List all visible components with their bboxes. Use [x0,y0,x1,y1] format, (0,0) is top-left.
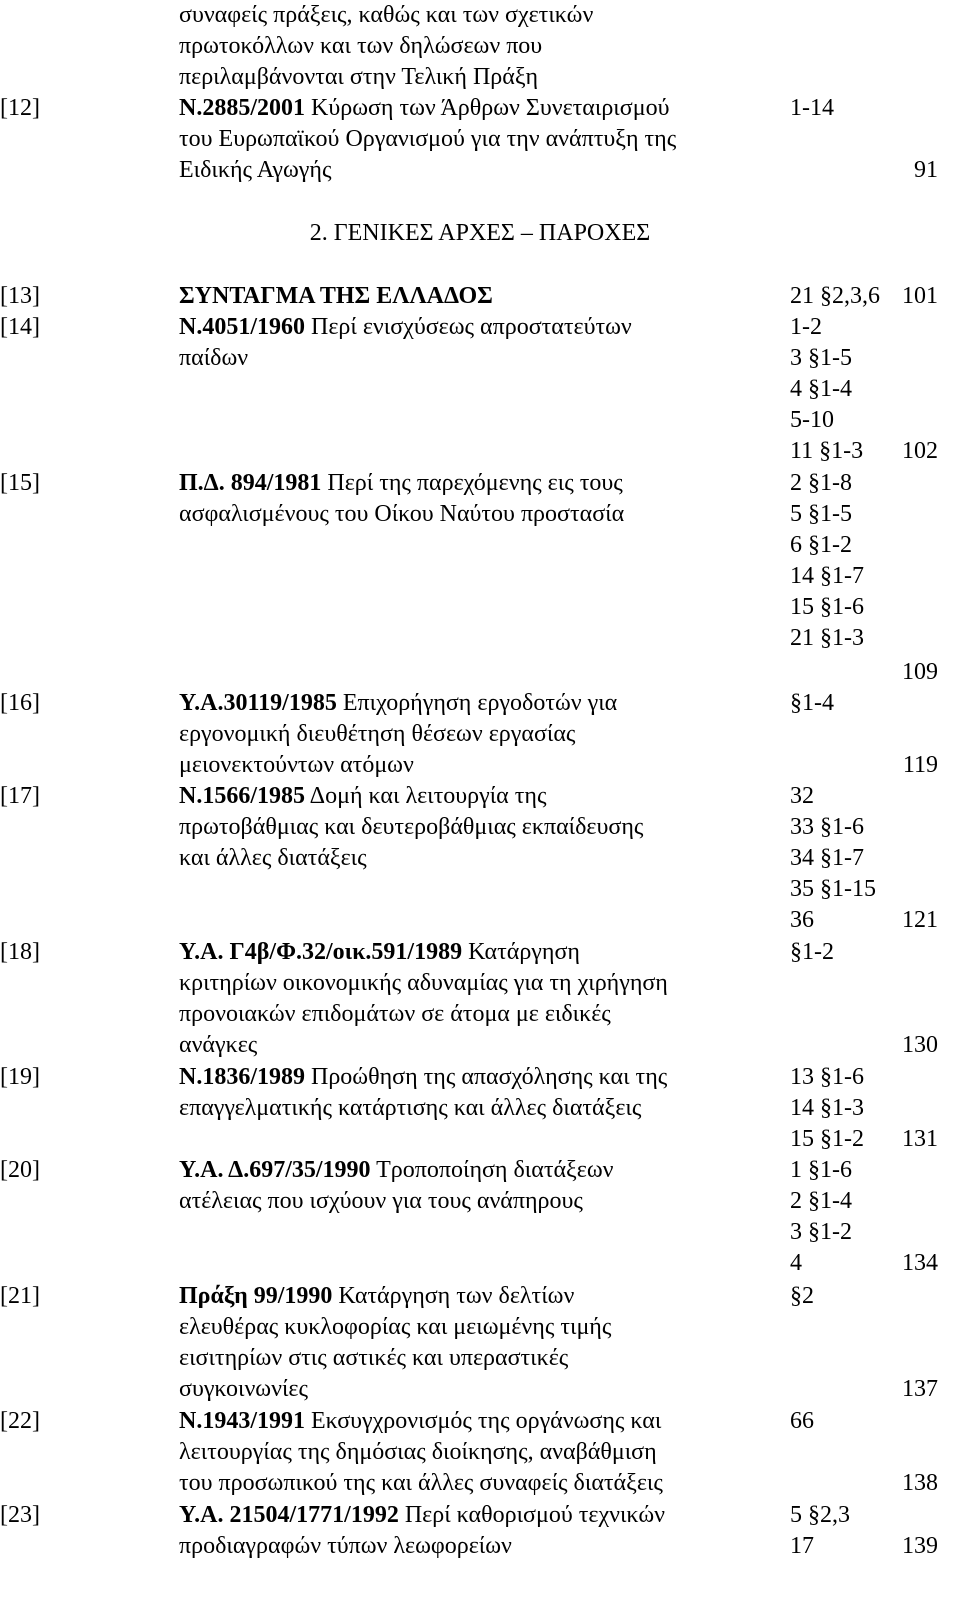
entry-title-line [179,468,623,498]
entry-number: [17] [0,783,40,809]
entry-title-line: κριτηρίων οικονομικής αδυναμίας για τη χιρήγηση [179,970,668,996]
entry-title-line: πρωτοβάθμιας και δευτεροβάθμιας εκπαίδευσης [179,814,644,840]
entry-article: 36 [790,907,814,933]
entry-title: Περί ενισχύσεως απροστατεύτων [305,314,632,340]
entry-title: Δομή και λειτουργία της [305,783,547,809]
entry-title: Κατάργηση [462,939,580,965]
entry-number: [23] [0,1502,40,1528]
entry-title-line [179,1500,665,1530]
entry-title-line: του Ευρωπαϊκού Οργανισμού για την ανάπτυξη της [179,126,677,152]
entry-page-number: 130 [902,1032,938,1058]
entry-title-line: συγκοινωνίες [179,1376,308,1402]
entry-reference: Ν.4051/1960 [179,314,305,340]
entry-title-line: ατέλειας που ισχύουν για τους ανάπηρους [179,1188,583,1214]
entry-title-line: προνοιακών επιδομάτων σε άτομα με ειδικές [179,1001,611,1027]
entry-article: 6 §1-2 [790,532,852,558]
entry-article: 14 §1-7 [790,563,864,589]
entry-page-number: 102 [902,438,938,464]
entry-continued-line-3: περιλαμβάνονται στην Τελική Πράξη [179,64,539,90]
entry-title-line [179,312,632,342]
entry-reference: Υ.Α. Γ4β/Φ.32/οικ.591/1989 [179,939,463,965]
entry-page-number: 137 [902,1376,938,1402]
entry-title-line: παίδων [179,345,249,371]
entry-article: 21 §2,3,6 [790,283,880,309]
entry-page-number: 134 [902,1250,938,1276]
entry-number: [18] [0,939,40,965]
entry-title: Κατάργηση των δελτίων [332,1283,575,1309]
entry-title-line [179,1281,574,1311]
entry-article: 15 §1-2 [790,1126,864,1152]
entry-title: Περί της παρεχόμενης εις τους [321,470,623,496]
entry-article: 66 [790,1408,814,1434]
entry-title-line [179,1406,661,1436]
entry-article: 17 [790,1533,814,1559]
entry-article: 4 [790,1250,802,1276]
section-heading: 2. ΓΕΝΙΚΕΣ ΑΡΧΕΣ – ΠΑΡΟΧΕΣ [309,220,651,246]
entry-article: 2 §1-4 [790,1188,852,1214]
entry-article: 21 §1-3 [790,625,864,651]
entry-page-number: 109 [902,659,938,685]
entry-article: §2 [790,1283,814,1309]
entry-article: §1-2 [790,939,834,965]
entry-title-line [179,781,546,811]
entry-reference: Υ.Α. Δ.697/35/1990 [179,1157,371,1183]
entry-number: [21] [0,1283,40,1309]
entry-article: 5 §1-5 [790,501,852,527]
entry-article: 13 §1-6 [790,1064,864,1090]
entry-title: Επιχορήγηση εργοδοτών για [336,690,618,716]
entry-page-number: 91 [914,157,938,183]
entry-title-line: επαγγελματικής κατάρτισης και άλλες διατάξεις [179,1095,642,1121]
entry-title-line: ανάγκες [179,1032,258,1058]
entry-continued-line-1: συναφείς πράξεις, καθώς και των σχετικών [179,2,594,28]
entry-page-number: 138 [902,1470,938,1496]
entry-title-line: προδιαγραφών τύπων λεωφορείων [179,1533,512,1559]
entry-article: 32 [790,783,814,809]
entry-reference: Ν.1943/1991 [179,1408,305,1434]
entry-reference: Πράξη 99/1990 [179,1283,333,1309]
entry-title-line [179,93,669,123]
entry-title-line [179,1155,613,1185]
entry-title-line: λειτουργίας της δημόσιας διοίκησης, αναβάθμιση [179,1439,657,1465]
entry-article: §1-4 [790,690,834,716]
entry-reference: Ν.1566/1985 [179,783,305,809]
entry-title-line: μειονεκτούντων ατόμων [179,752,414,778]
entry-article: 2 §1-8 [790,470,852,496]
entry-article: 4 §1-4 [790,376,852,402]
entry-article: 3 §1-2 [790,1219,852,1245]
entry-page-number: 121 [902,907,938,933]
entry-title: Εκσυγχρονισμός της οργάνωσης και [305,1408,662,1434]
entry-number: [20] [0,1157,40,1183]
entry-title-line: εισιτηρίων στις αστικές και υπεραστικές [179,1345,569,1371]
entry-page-number: 119 [902,752,938,778]
entry-page-number: 139 [902,1533,938,1559]
entry-title-line: του προσωπικού της και άλλες συναφείς διατάξεις [179,1470,663,1496]
entry-title: Τροποποίηση διατάξεων [370,1157,614,1183]
entry-reference: Υ.Α. 21504/1771/1992 [179,1502,399,1528]
entry-number: [22] [0,1408,40,1434]
entry-title-line: ελευθέρας κυκλοφορίας και μειωμένης τιμής [179,1314,612,1340]
entry-article: 1-14 [790,95,834,121]
entry-reference: Ν.2885/2001 [179,95,305,121]
entry-article: 34 §1-7 [790,845,864,871]
entry-number: [15] [0,470,40,496]
entry-reference: Υ.Α.30119/1985 [179,690,337,716]
entry-number: [14] [0,314,40,340]
entry-title-line [179,281,493,311]
entry-number: [12] [0,95,40,121]
entry-title-line: εργονομική διευθέτηση θέσεων εργασίας [179,721,576,747]
entry-page-number: 131 [902,1126,938,1152]
entry-title-line [179,688,617,718]
entry-title-line: ασφαλισμένους του Οίκου Ναύτου προστασία [179,501,625,527]
entry-title-line: και άλλες διατάξεις [179,845,367,871]
entry-continued-line-2: πρωτοκόλλων και των δηλώσεων που [179,33,543,59]
entry-number: [13] [0,283,40,309]
entry-number: [16] [0,690,40,716]
entry-article: 5-10 [790,407,834,433]
entry-article: 5 §2,3 [790,1502,850,1528]
entry-article: 33 §1-6 [790,814,864,840]
entry-number: [19] [0,1064,40,1090]
entry-article: 14 §1-3 [790,1095,864,1121]
entry-article: 3 §1-5 [790,345,852,371]
entry-article: 1 §1-6 [790,1157,852,1183]
entry-reference: ΣΥΝΤΑΓΜΑ ΤΗΣ ΕΛΛΑΔΟΣ [179,283,493,309]
entry-title-line [179,1062,667,1092]
entry-article: 35 §1-15 [790,876,876,902]
entry-title: Κύρωση των Άρθρων Συνεταιρισμού [305,95,670,121]
entry-title: Προώθηση της απασχόλησης και της [305,1064,668,1090]
entry-title-line: Ειδικής Αγωγής [179,157,332,183]
entry-article: 1-2 [790,314,822,340]
entry-article: 11 §1-3 [790,438,864,464]
entry-reference: Π.Δ. 894/1981 [179,470,322,496]
entry-page-number: 101 [902,283,938,309]
entry-reference: Ν.1836/1989 [179,1064,305,1090]
entry-title: Περί καθορισμού τεχνικών [398,1502,665,1528]
entry-article: 15 §1-6 [790,594,864,620]
entry-title-line [179,937,580,967]
